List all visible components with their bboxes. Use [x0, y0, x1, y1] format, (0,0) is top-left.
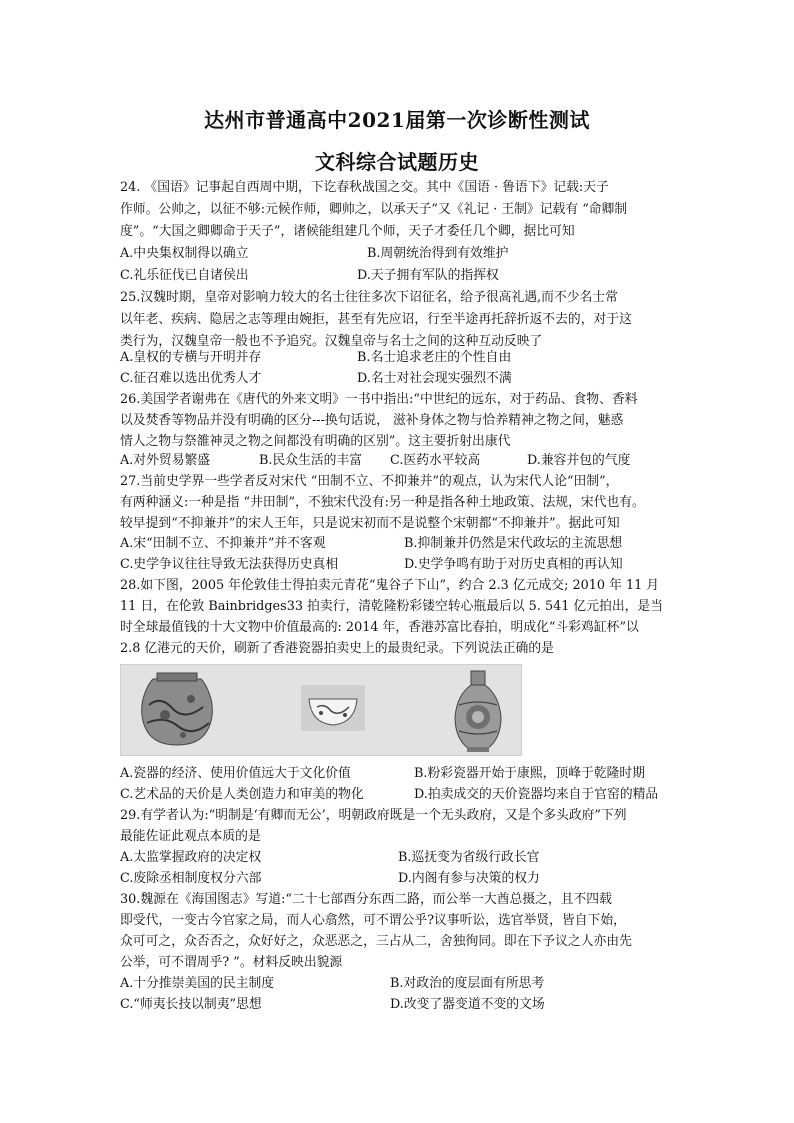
q28-option-c: C.艺术品的天价是人类创造力和审美的物化	[120, 787, 364, 802]
q26-option-a: A.对外贸易繁盛	[120, 453, 211, 468]
q24-option-a: A.中央集权制得以确立	[120, 246, 249, 261]
q25-option-b: B.名士追求老庄的个性自由	[357, 350, 512, 365]
q24-option-c: C.礼乐征伐已自诸侯出	[120, 268, 249, 283]
porcelain-figure	[120, 664, 522, 756]
exam-title: 达州市普通高中2021届第一次诊断性测试	[204, 108, 590, 132]
q28-line-1: 28.如下图，2005 年伦敦佳士得拍卖元青花“鬼谷子下山”，约合 2.3 亿元成交; 2010 年 11 月	[120, 578, 660, 593]
q30-option-c: C.“师夷长技以制夷”思想	[120, 997, 262, 1012]
q24-line-3: 度”。“大国之卿卿命于天子”，诸候能组建几个师，天子才委任几个卿，据比可知	[120, 224, 575, 239]
q27-option-a: A.宋“田制不立、不抑兼并”并不客观	[120, 536, 326, 551]
q26-line-1: 26.美国学者谢弗在《唐代的外来文明》一书中指出:“中世纪的远东，对于药品、食物、香料	[120, 392, 638, 407]
q27-line-2: 有两种涵义:一种是指 “井田制”，不独宋代没有:另一种是指各种土地政策、法规，宋代也有。	[120, 495, 645, 510]
q30-line-2: 即受代，一变古今官家之局，而人心翕然，可不谓公乎?议事听讼，选官举贤，皆自下始，	[120, 913, 626, 928]
q30-line-1: 30.魏源在《海国图志》写道:“二十七部酉分东西二路，而公举一大酋总摄之，且不四载	[120, 892, 612, 907]
q28-line-2: 11 日，在伦敦 Bainbridges33 拍卖行，清乾隆粉彩镂空转心瓶最后以 5. 541 亿元拍出，是当	[120, 599, 664, 614]
q25-option-c: C.征召难以选出优秀人才	[120, 371, 262, 386]
q25-option-a: A.皇权的专横与开明并存	[120, 350, 262, 365]
q24-line-1: 24. 《国语》记事起自西周中期，下讫春秋战国之交。其中《国语 · 鲁语下》记载:天子	[120, 180, 609, 195]
q27-option-b: B.抑制兼并仍然是宋代政坛的主流思想	[404, 536, 623, 551]
q27-option-c: C.史学争议往往导致无法获得历史真相	[120, 557, 339, 572]
q28-option-b: B.粉彩瓷器开始于康熙，顶峰于乾隆时期	[414, 766, 646, 781]
vase-icon	[455, 671, 501, 752]
q30-option-a: A.十分推崇美国的民主制度	[120, 976, 275, 991]
q29-line-1: 29.有学者认为:“明制是‘有卿而无公’，明朝政府既是一个无头政府，又是个多头政府”下列	[120, 808, 627, 823]
q26-option-d: D.兼容并包的气度	[527, 453, 631, 468]
q28-option-a: A.瓷器的经济、使用价值远大于文化价值	[120, 766, 351, 781]
q26-line-2: 以及焚香等物品并没有明确的区分---换句话说， 滋补身体之物与恰养精神之物之间，魅惑	[120, 413, 624, 428]
jar-icon	[142, 673, 213, 745]
q30-line-3: 众可可之，众否否之，众好好之，众恶恶之，三占从二，舍独徇同。即在下予议之人亦由先	[120, 934, 632, 949]
q29-option-d: D.内阁有参与决策的权力	[398, 871, 540, 886]
q27-line-3: 较早提到“不抑兼并”的宋人王年，只是说宋初而不是说整个宋朝都“不抑兼并”。据此可知	[120, 516, 620, 531]
q28-option-d: D.拍卖成交的天价瓷器均来自于官窑的精品	[414, 787, 659, 802]
q28-line-4: 2.8 亿港元的天价，刷新了香港瓷器拍卖史上的最贵纪录。下列说法正确的是	[120, 641, 554, 656]
q29-line-2: 最能佐证此观点本质的是	[120, 829, 261, 844]
exam-subtitle: 文科综合试题历史	[315, 150, 479, 174]
q30-option-d: D.改变了器变道不变的文场	[390, 997, 545, 1012]
q28-line-3: 时全球最值钱的十大文物中价值最高的: 2014 年，香港苏富比春拍，明成化“斗彩鸡缸杯”以	[120, 620, 639, 635]
q25-option-d: D.名士对社会现实强烈不满	[357, 371, 512, 386]
q25-line-3: 类行为，汉魏皇帝一般也不予追究。汉魏皇帝与名士之间的这种互动反映了	[120, 334, 543, 349]
q29-option-c: C.废除丞相制度权分六部	[120, 871, 262, 886]
q29-option-a: A.太监掌握政府的决定权	[120, 850, 262, 865]
q27-line-1: 27.当前史学界一些学者反对宋代 “田制不立、不抑兼并”的观点，认为宋代人论“田制”，	[120, 474, 619, 489]
q24-option-b: B.周朝统治得到有效维护	[367, 246, 509, 261]
q29-option-b: B.巡抚变为省级行政长官	[398, 850, 540, 865]
q25-line-1: 25.汉魏时期，皇帝对影响力较大的名士往往多次下诏征名，给予很高礼遇,而不少名士常	[120, 290, 618, 305]
q26-line-3: 情人之物与祭雒神灵之物之间都没有明确的区别”。这主要折射出康代	[120, 434, 511, 449]
cup-icon	[301, 685, 365, 731]
q24-option-d: D.天子拥有军队的指挥权	[357, 268, 499, 283]
q26-option-c: C.医药水平较高	[390, 453, 481, 468]
q26-option-b: B.民众生活的丰富	[259, 453, 363, 468]
q27-option-d: D.史学争鸣有助于对历史真相的再认知	[404, 557, 623, 572]
q24-line-2: 作师。公帅之，以征不够:元候作师，卿帅之，以承天子”又《礼记 · 王制》记载有 “命卿制	[120, 202, 628, 217]
q30-option-b: B.对政治的度层面有所思考	[390, 976, 545, 991]
q25-line-2: 以年老、疾病、隐居之志等理由婉拒，甚至有先应诏，行至半途再托辞折返不去的，对于这	[120, 312, 632, 327]
q30-line-4: 公举，可不谓周乎? ”。材料反映出貌源	[120, 955, 343, 970]
